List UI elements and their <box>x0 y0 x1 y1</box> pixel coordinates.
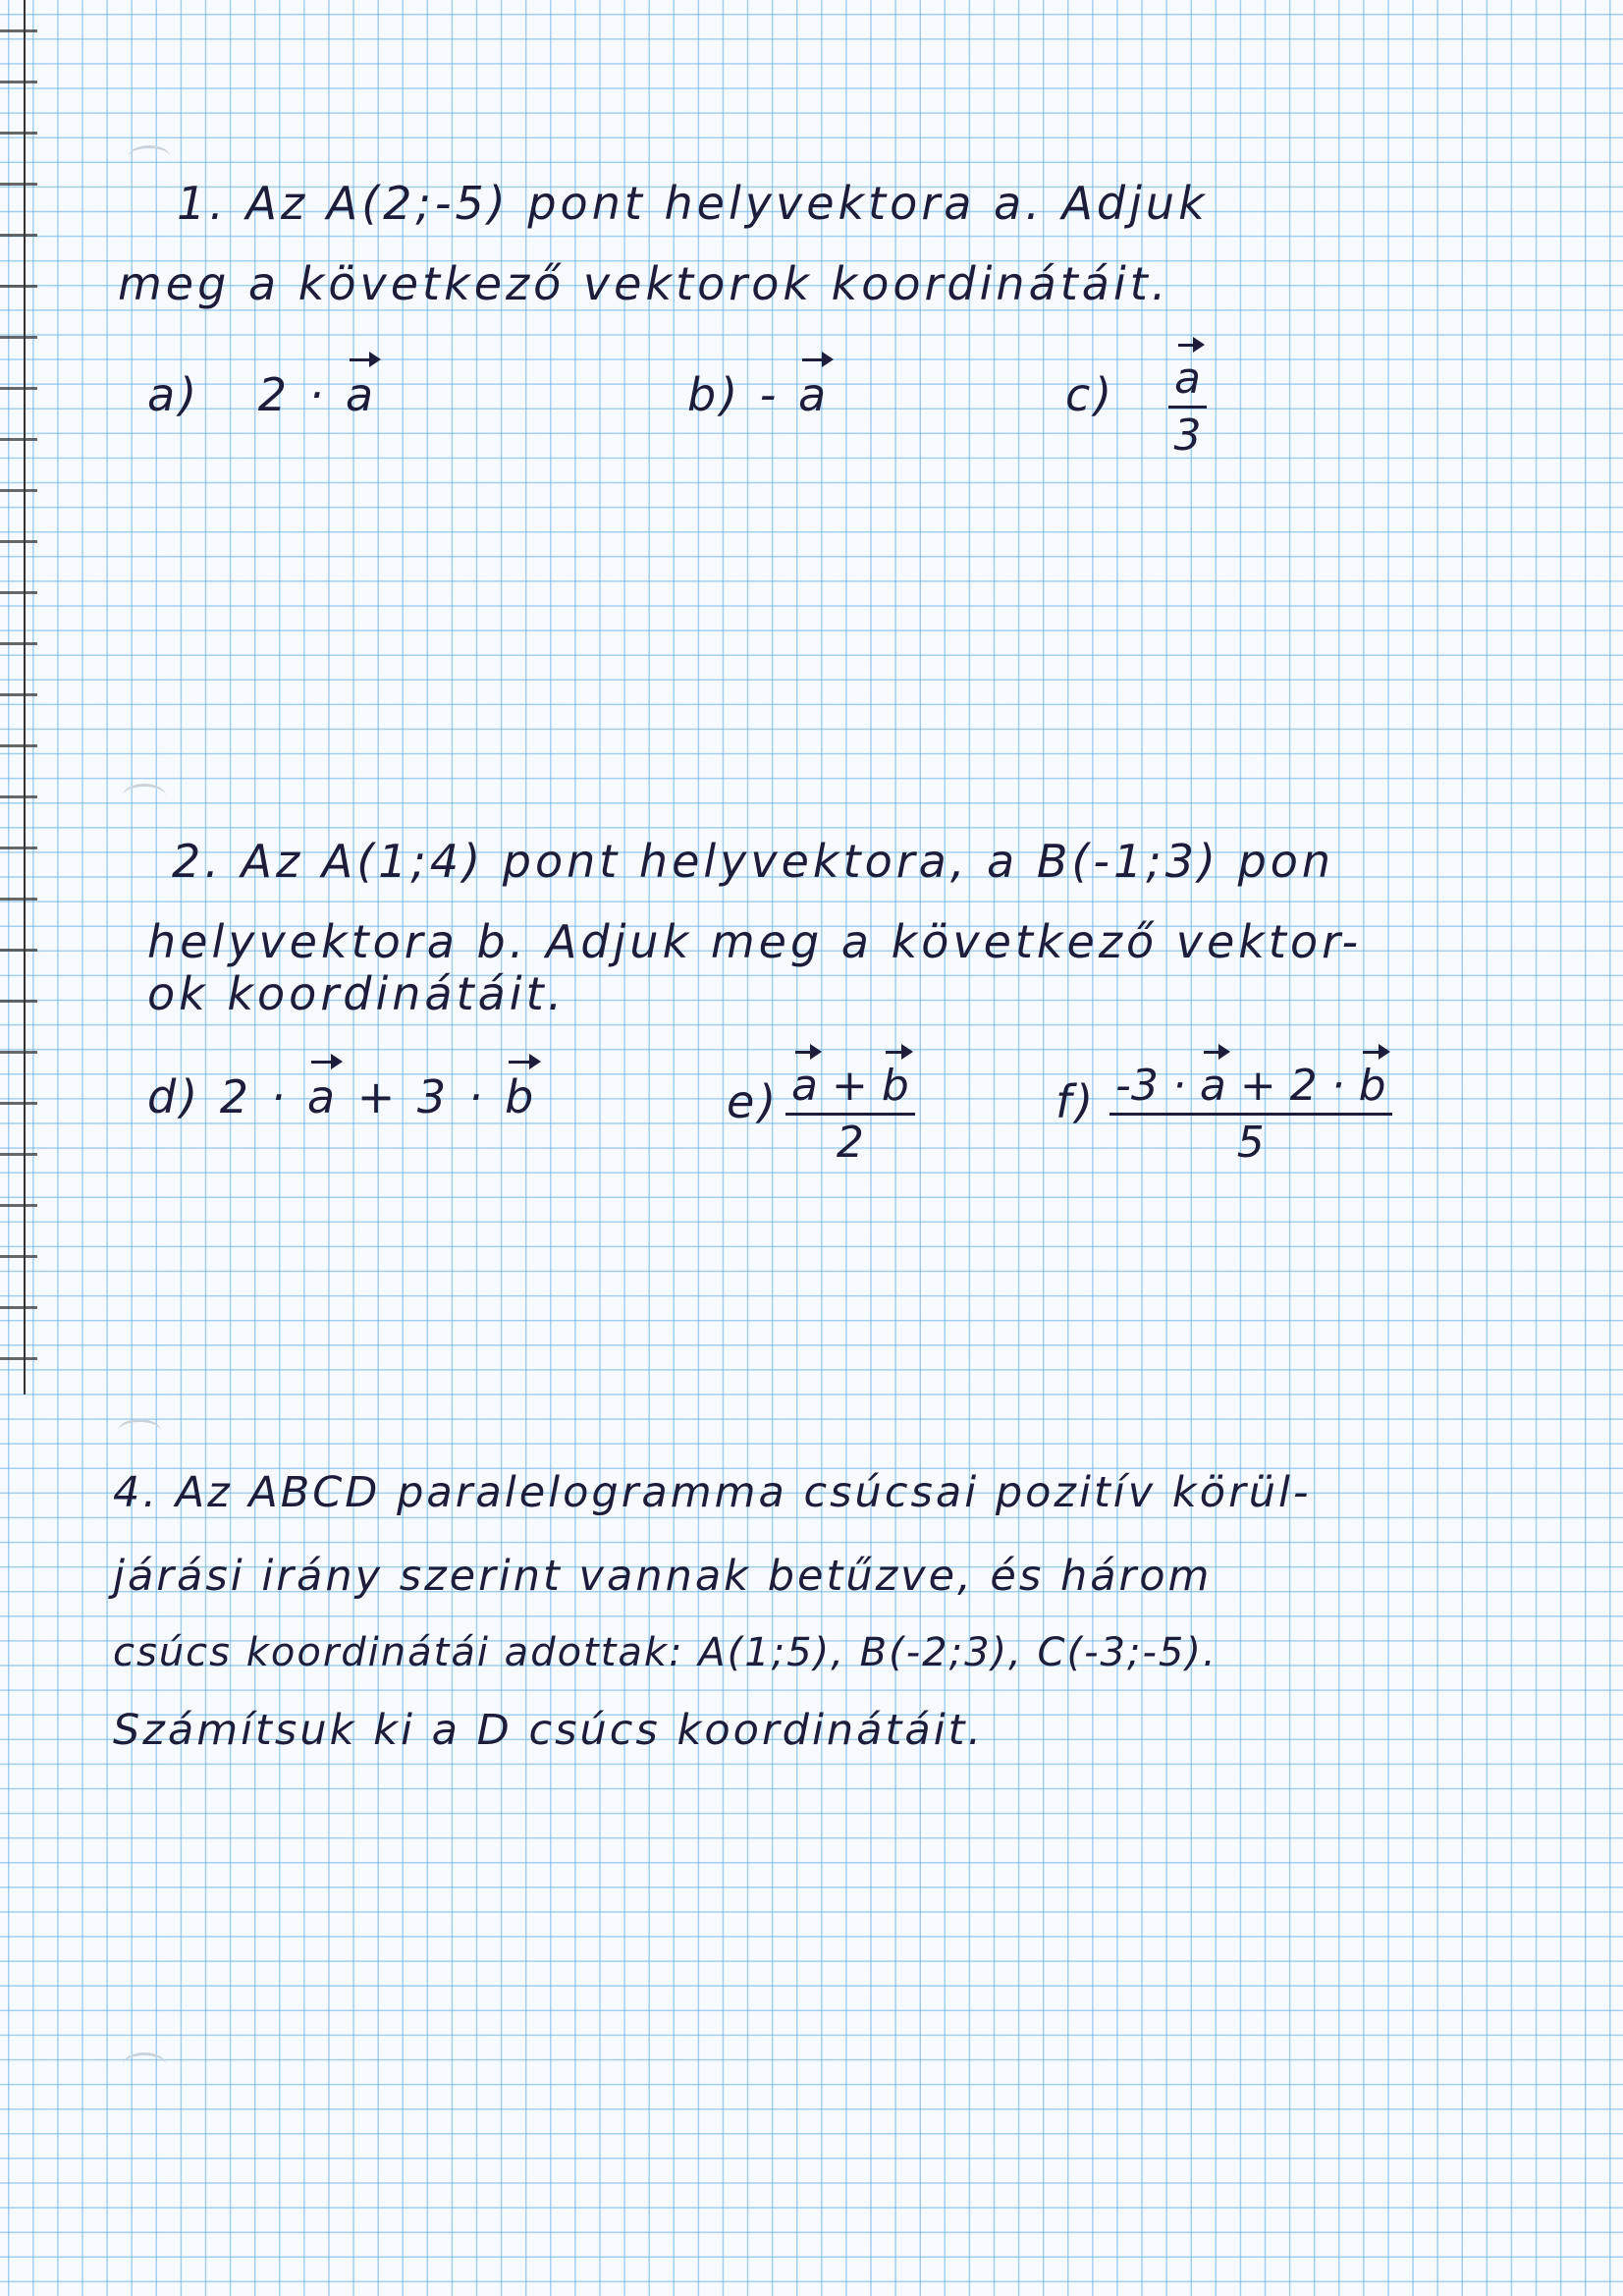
task1-line1: 1. Az A(2;-5) pont helyvektora a. Adjuk <box>177 177 1209 230</box>
perforated-left-edge <box>0 0 37 1394</box>
vector-b-arrow-icon: b <box>505 1070 538 1123</box>
task1-a-item <box>147 368 377 421</box>
task2-f-denominator: 5 <box>1236 1118 1265 1168</box>
task1-a-expr: 2 · <box>257 368 328 421</box>
punch-hole-4 <box>123 2052 166 2077</box>
task1-c-fraction <box>1168 354 1207 461</box>
task2-line1: 2. Az A(1;4) pont helyvektora, a B(-1;3) pon <box>172 835 1335 888</box>
task2-f-num-2: + 2 · <box>1239 1061 1345 1111</box>
vector-a-arrow-icon: a <box>345 368 378 421</box>
task1-b-item <box>687 368 830 421</box>
task4-line4: Számítsuk ki a D csúcs koordinátáit. <box>113 1706 985 1755</box>
punch-hole-3 <box>118 1419 161 1444</box>
task1-b-expr: - <box>759 368 781 421</box>
task4-line3: csúcs koordinátái adottak: A(1;5), B(-2;3), C(-3;-5). <box>113 1630 1217 1675</box>
task2-f-label: f) <box>1055 1075 1098 1128</box>
left-margin-line <box>24 0 26 1394</box>
task1-b-label: b) <box>687 368 742 421</box>
task2-e-fraction <box>785 1061 915 1168</box>
task1-line2: meg a következő vektorok koordinátáit. <box>118 257 1170 310</box>
task2-d-expr-2: + 3 · <box>356 1070 487 1123</box>
task2-e-label: e) <box>727 1075 781 1128</box>
task2-d-item <box>147 1070 537 1123</box>
task2-e-denominator: 2 <box>836 1118 864 1168</box>
vector-b-arrow-icon: b <box>881 1061 909 1111</box>
task2-d-label: d) <box>147 1070 202 1123</box>
vector-a-arrow-icon: a <box>1199 1061 1226 1111</box>
task2-f-fraction <box>1109 1061 1392 1168</box>
vector-a-arrow-icon: a <box>798 368 831 421</box>
vector-a-arrow-icon: a <box>306 1070 340 1123</box>
task4-line2: járási irány szerint vannak betűzve, és három <box>113 1552 1213 1601</box>
task1-c-label: c) <box>1065 368 1116 421</box>
task2-line2: helyvektora b. Adjuk meg a következő vektor- <box>147 915 1363 968</box>
punch-hole-2 <box>123 784 166 808</box>
task1-a-label: a) <box>147 368 201 421</box>
task2-e-plus: + <box>831 1061 868 1111</box>
vector-b-arrow-icon: b <box>1358 1061 1386 1111</box>
task2-f-num-1: -3 · <box>1115 1061 1186 1111</box>
task2-d-expr-1: 2 · <box>219 1070 290 1123</box>
task1-c-denominator: 3 <box>1173 410 1202 461</box>
vector-a-arrow-icon: a <box>791 1061 818 1111</box>
task2-line3: ok koordinátáit. <box>147 967 567 1020</box>
task4-line1: 4. Az ABCD paralelogramma csúcsai pozitív körül- <box>113 1468 1312 1517</box>
punch-hole-1 <box>128 145 171 170</box>
vector-a-arrow-icon: a <box>1174 354 1201 404</box>
